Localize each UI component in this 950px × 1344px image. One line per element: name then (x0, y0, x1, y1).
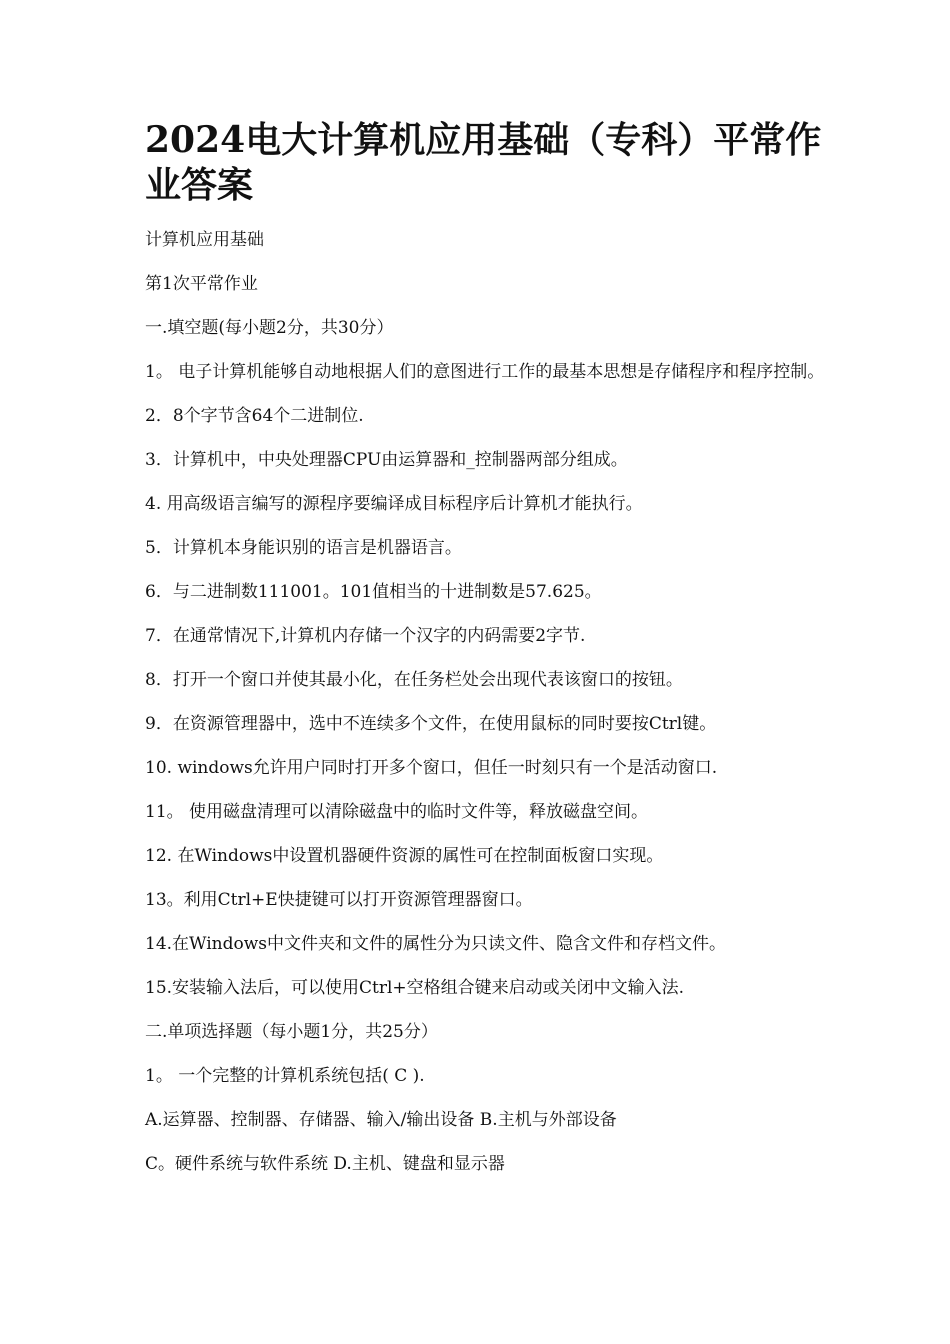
question-item: 6．与二进制数111001。101值相当的十进制数是57.625。 (145, 582, 602, 602)
question-item: 4. 用高级语言编写的源程序要编译成目标程序后计算机才能执行。 (145, 494, 643, 514)
section-fill-blank-heading: 一.填空题(每小题2分，共30分） (145, 318, 394, 338)
question-item: 13。利用Ctrl+E快捷键可以打开资源管理器窗口。 (145, 890, 533, 910)
question-item: 11。 使用磁盘清理可以清除磁盘中的临时文件等，释放磁盘空间。 (145, 802, 649, 822)
document-page (145, 118, 825, 1197)
question-item: 3．计算机中，中央处理器CPU由运算器和_控制器两部分组成。 (145, 450, 628, 470)
answer-options: A.运算器、控制器、存储器、输入/输出设备 B.主机与外部设备 (145, 1110, 617, 1130)
question-item: 15.安装输入法后，可以使用Ctrl+空格组合键来启动或关闭中文输入法. (145, 978, 685, 998)
question-item: 5．计算机本身能识别的语言是机器语言。 (145, 538, 462, 558)
question-item: 10. windows允许用户同时打开多个窗口，但任一时刻只有一个是活动窗口. (145, 758, 718, 778)
subject-heading: 计算机应用基础 (145, 230, 264, 250)
answer-options: C。硬件系统与软件系统 D.主机、键盘和显示器 (145, 1154, 505, 1174)
question-item: 1。 一个完整的计算机系统包括( C ). (145, 1066, 425, 1086)
question-item: 8．打开一个窗口并使其最小化，在任务栏处会出现代表该窗口的按钮。 (145, 670, 683, 690)
question-item: 1。 电子计算机能够自动地根据人们的意图进行工作的最基本思想是存储程序和程序控制。 (145, 362, 825, 382)
question-item: 14.在Windows中文件夹和文件的属性分为只读文件、隐含文件和存档文件。 (145, 934, 726, 954)
question-item: 2．8个字节含64个二进制位. (145, 406, 364, 426)
question-item: 9．在资源管理器中，选中不连续多个文件，在使用鼠标的同时要按Ctrl键。 (145, 714, 717, 734)
document-title: 2024电大计算机应用基础（专科）平常作业答案 (145, 119, 822, 206)
question-item: 12. 在Windows中设置机器硬件资源的属性可在控制面板窗口实现。 (145, 846, 664, 866)
assignment-heading: 第1次平常作业 (145, 274, 258, 294)
section-single-choice-heading: 二.单项选择题（每小题1分，共25分） (145, 1022, 438, 1042)
question-item: 7．在通常情况下,计算机内存储一个汉字的内码需要2字节. (145, 626, 586, 646)
